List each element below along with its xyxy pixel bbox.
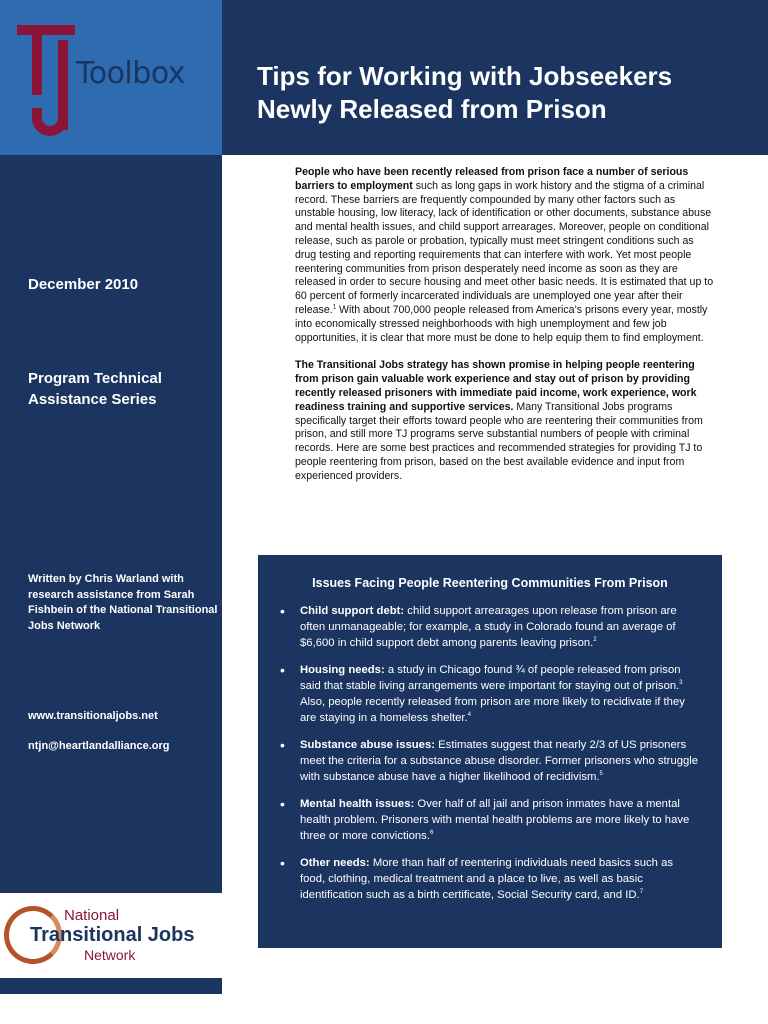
- footnote-ref: 7: [639, 889, 644, 896]
- series-line-2: Assistance Series: [28, 391, 157, 408]
- issue-label: Mental health issues:: [300, 798, 415, 810]
- ntjn-logo: [4, 902, 224, 970]
- intro-paragraph-2: [295, 359, 715, 483]
- issue-label: Substance abuse issues:: [300, 739, 435, 751]
- document-title: [257, 60, 747, 126]
- logo-j-hook: [32, 108, 68, 136]
- footnote-ref: 2: [593, 637, 597, 644]
- issue-text-2: Also, people recently released from prison are more likely to recidivate if they are staying in a homeless shelter.: [300, 696, 685, 724]
- footnote-ref: 1: [332, 304, 337, 311]
- issue-text: a study in Chicago found ¾ of people released from prison said that stable living arrangements were important for staying out of prison.: [300, 664, 681, 692]
- ntjn-line-2: Transitional Jobs: [30, 924, 195, 946]
- email-link[interactable]: ntjn@heartlandalliance.org: [28, 740, 170, 752]
- publication-date: December 2010: [28, 276, 139, 293]
- intro-p1-text: such as long gaps in work history and the stigma of a criminal record. These barriers are frequently compounded by many other factors such as unstable housing, low literacy, lack of identification or other documents, substance abuse and mental health issues, and child support arrearages. Moreover, people on conditional release, such as parole or probation, typically must meet stringent conditions such as drug testing and reporting requirements that can interfere with work. Yet most people reentering communities from prison desperately need income as soon as they are released in order to secure housing and meet other basic needs. It is estimated that up to 60 percent of formerly incarcerated individuals are unemployed one year after their release.: [295, 179, 714, 316]
- intro-p2-bold: The Transitional Jobs strategy has shown promise in helping people reentering from prison gain valuable work experience and stay out of prison by providing recently released prisoners with immediate paid income, work experience, work readiness training and supportive services.: [295, 359, 697, 413]
- intro-p2-text: Many Transitional Jobs programs specifically target their efforts toward people who are reentering their communities from prison, and still more TJ programs serve substantial numbers of people with criminal records. Here are some best practices and recommended strategies for providing TJ to people reentering from prison, based on the best available evidence and input from experienced providers.: [295, 400, 703, 482]
- issue-label: Other needs:: [300, 857, 370, 869]
- sidebar: [0, 155, 222, 893]
- intro-text: [295, 166, 715, 498]
- issue-label: Housing needs:: [300, 664, 385, 676]
- title-line-1: Tips for Working with Jobseekers: [257, 61, 673, 91]
- ntjn-line-1: National: [64, 907, 120, 924]
- issue-text: Estimates suggest that nearly 2/3 of US prisoners meet the criteria for a substance abuse disorder. Former prisoners who struggle with substance abuse have a higher likelihood of recidivism.: [300, 739, 699, 783]
- issues-title: Issues Facing People Reentering Communities From Prison: [312, 576, 668, 590]
- tj-toolbox-logo: [0, 0, 222, 155]
- issue-item-housing: [280, 662, 700, 726]
- series-line-1: Program Technical: [28, 370, 162, 387]
- intro-p1-bold: People who have been recently released from prison face a number of serious barriers to employment: [295, 166, 689, 192]
- intro-p1-tail: With about 700,000 people released from America’s prisons every year, mostly into economically stressed neighborhoods with high unemployment and few job opportunities, it is clear that more must be done to help equip them to find employment.: [295, 303, 708, 344]
- issue-item-substance-abuse: [280, 737, 700, 785]
- issue-text: Over half of all jail and prison inmates have a mental health problem. Prisoners with mental health problems are more likely to have three or more convictions.: [300, 798, 690, 842]
- ntjn-line-3: Network: [84, 947, 136, 963]
- issue-label: Child support debt:: [300, 605, 405, 617]
- footnote-ref: 5: [599, 771, 603, 778]
- logo-t-stem: [32, 25, 42, 95]
- issue-item-child-support: [280, 603, 700, 651]
- issue-text: More than half of reentering individuals need basics such as food, clothing, medical treatment and a place to live, as well as basic identification such as a birth certificate, Social Security card, and ID.: [300, 857, 673, 901]
- issues-list: [280, 603, 700, 903]
- title-line-2: Newly Released from Prison: [257, 94, 607, 124]
- intro-paragraph-1: [295, 166, 715, 345]
- issue-item-mental-health: [280, 796, 700, 844]
- footnote-ref: 3: [679, 680, 683, 687]
- logo-t-bar: [17, 25, 75, 35]
- website-link[interactable]: www.transitionaljobs.net: [28, 710, 158, 722]
- author-credits: Written by Chris Warland with research assistance from Sarah Fishbein of the National Transitional Jobs Network: [28, 573, 218, 632]
- issue-text: child support arrearages upon release from prison are often unmanageable; for example, a study in Colorado found an average of $6,600 in child support debt among parents leaving prison.: [300, 605, 677, 649]
- logo-word: Toolbox: [76, 56, 185, 91]
- footnote-ref: 4: [467, 712, 472, 719]
- series-name: [28, 368, 208, 410]
- issues-callout-box: [258, 555, 722, 948]
- issue-item-other-needs: [280, 855, 700, 903]
- sidebar-bottom-strip: [0, 978, 222, 994]
- footnote-ref: 6: [429, 830, 434, 837]
